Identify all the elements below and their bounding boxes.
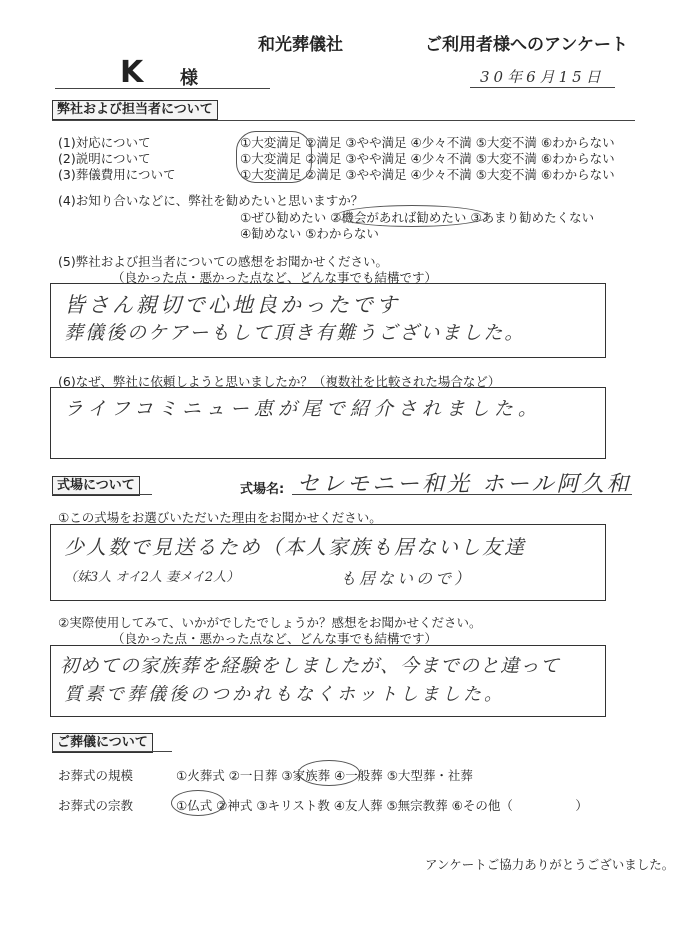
survey-date: 30年6月15日 [480,68,605,86]
q4-options-line1: ①ぜひ勧めたい ②機会があれば勧めたい ③あまり勧めたくない [240,210,595,225]
q4-label: (4)お知り合いなどに、弊社を勧めたいと思いますか？ [58,193,364,208]
venue-q1-answer-line3: も居ないので） [340,569,474,588]
section-header-venue: 式場について [52,476,140,496]
honorific: 様 [180,68,198,89]
venue-q1-answer-line2: （妹3人 オイ2人 妻メイ2人） [64,570,240,585]
venue-q2-sub: （良かった点・悪かった点など、どんな事でも結構です） [112,631,438,646]
venue-q2-label: ②実際使用してみて、いかがでしたでしょうか？感想をお聞かせください。 [58,615,482,630]
customer-name: K [120,55,144,90]
section-header-funeral: ご葬儀について [52,733,153,753]
section-header-staff: 弊社および担当者について [52,100,218,120]
date-underline [470,87,615,88]
q3-options: ①大変満足 ②満足 ③やや満足 ④少々不満 ⑤大変不満 ⑥わからない [240,167,615,182]
q5-label: (5)弊社および担当者についての感想をお聞かせください。 [58,254,388,269]
funeral-scale-options: ①火葬式 ②一日葬 ③家族葬 ④一般葬 ⑤大型葬・社葬 [176,768,473,783]
selection-circle-q1-q3 [236,131,312,183]
venue-q2-answer-line2: 質素で葬儀後のつかれもなくホットしました。 [64,684,505,705]
venue-label: 式場名: [240,482,285,497]
q6-answer: ライフコミニュー恵が尾で紹介されました。 [64,398,542,420]
q4-options-line2: ④勧めない ⑤わからない [240,226,379,241]
q5-sub: （良かった点・悪かった点など、どんな事でも結構です） [112,270,438,285]
thanks-message: アンケートご協力ありがとうございました。 [425,857,675,872]
section-divider [52,494,152,495]
q6-label: (6)なぜ、弊社に依頼しようと思いましたか？（複数社を比較された場合など） [58,374,501,389]
section-divider [52,120,635,121]
funeral-religion-options: ①仏式 ②神式 ③キリスト教 ④友人葬 ⑤無宗教葬 ⑥その他（ ） [176,798,588,813]
q2-label: (2)説明について [58,151,151,166]
section-divider [52,751,172,752]
venue-underline [292,494,632,495]
selection-circle-q4 [336,205,488,227]
q1-options: ①大変満足 ②満足 ③やや満足 ④少々不満 ⑤大変不満 ⑥わからない [240,135,615,150]
company-name: 和光葬儀社 [258,35,343,55]
funeral-scale-label: お葬式の規模 [58,768,134,783]
q5-answer-line1: 皆さん親切で心地良かったです [64,293,400,317]
survey-title: ご利用者様へのアンケート [425,35,628,55]
q1-label: (1)対応について [58,135,151,150]
q5-answer-line2: 葬儀後のケアーもして頂き有難うございました。 [64,322,526,344]
q2-options: ①大変満足 ②満足 ③やや満足 ④少々不満 ⑤大変不満 ⑥わからない [240,151,615,166]
venue-q1-answer-line1: 少人数で見送るため（本人家族も居ないし友達 [64,535,526,559]
q3-label: (3)葬儀費用について [58,167,176,182]
selection-circle-religion [171,790,225,816]
venue-q2-answer-line1: 初めての家族葬を経験をしましたが、今までのと違って [60,655,561,677]
venue-value: セレモニー和光 ホール阿久和 [297,472,632,497]
venue-q1-label: ①この式場をお選びいただいた理由をお聞かせください。 [58,510,382,525]
funeral-religion-label: お葬式の宗教 [58,798,134,813]
selection-circle-scale [298,760,360,786]
name-underline [55,88,270,89]
